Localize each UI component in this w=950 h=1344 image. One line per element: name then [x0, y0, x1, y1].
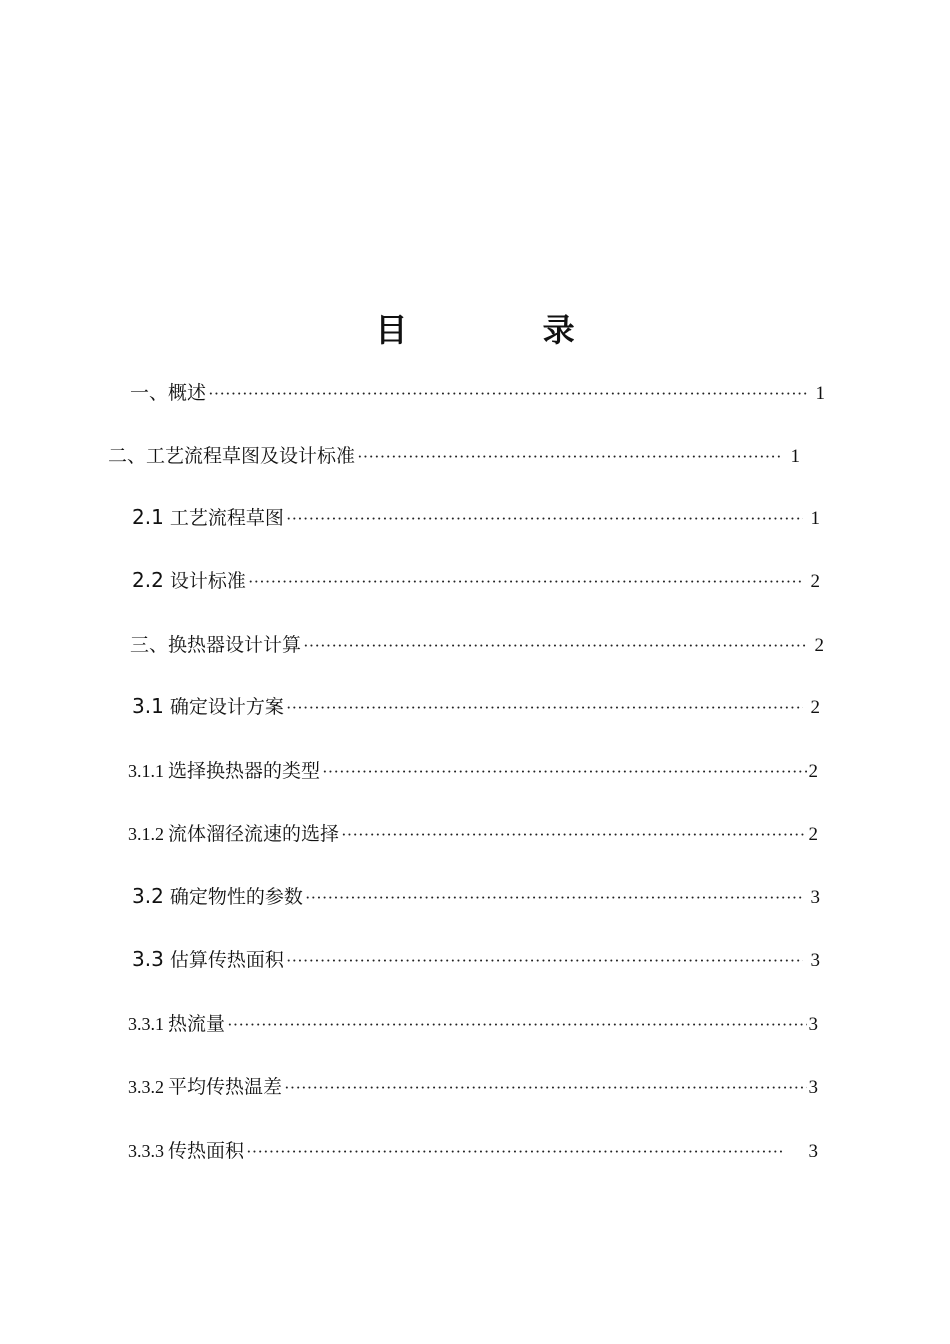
- toc-entry-text: 二、工艺流程草图及设计标准: [108, 445, 356, 467]
- toc-entry-number: 3.1: [132, 694, 164, 718]
- toc-entry: [128, 1009, 818, 1037]
- toc-leader-dots: [248, 572, 803, 592]
- toc-entry-page: 1: [790, 446, 800, 467]
- toc-entry-page: 1: [810, 508, 820, 529]
- toc-entry: [108, 441, 800, 469]
- toc-entry-page: 3: [810, 887, 820, 908]
- toc-entry-number: 3.2: [132, 884, 164, 908]
- toc-entry-text: 确定物性的参数: [169, 886, 303, 908]
- toc-entry: [132, 692, 820, 720]
- toc-entry-text: 三、换热器设计计算: [130, 634, 302, 656]
- toc-entry-page: 2: [808, 761, 818, 782]
- toc-entry-page: 3: [808, 1014, 818, 1035]
- toc-leader-dots: [322, 762, 806, 782]
- toc-entry: [128, 1072, 818, 1100]
- toc-entry-text: 工艺流程草图: [169, 507, 284, 529]
- toc-entry: [130, 630, 824, 658]
- toc-entry-number: 3.3.2: [128, 1077, 164, 1097]
- toc-entry-page: 1: [815, 383, 825, 404]
- toc-leader-dots: [286, 509, 803, 529]
- toc-leader-dots: [341, 825, 806, 845]
- toc-entry-number: 3.3.3: [128, 1141, 164, 1161]
- toc-entry-page: 2: [810, 571, 820, 592]
- toc-entry-text: 流体溜径流速的选择: [168, 823, 340, 845]
- toc-entry: [128, 819, 818, 847]
- toc-entry: [128, 1136, 818, 1164]
- toc-leader-dots: [305, 888, 803, 908]
- toc-entry-number: 3.1.1: [128, 761, 164, 781]
- toc-entry-number: 2.2: [132, 568, 164, 592]
- toc-leader-dots: [284, 1078, 806, 1098]
- toc-entry-text: 估算传热面积: [169, 949, 284, 971]
- toc-leader-dots: [208, 384, 807, 404]
- toc-entry-number: 3.3.1: [128, 1014, 164, 1034]
- toc-entry-text: 传热面积: [168, 1140, 245, 1162]
- toc-entry: [130, 378, 825, 406]
- toc-entry: [132, 566, 820, 594]
- toc-entry-number: 3.3: [132, 947, 164, 971]
- toc-entry-number: 3.1.2: [128, 824, 164, 844]
- toc-leader-dots: [246, 1142, 782, 1162]
- toc-entry-text: 热流量: [168, 1013, 226, 1035]
- toc-leader-dots: [303, 636, 806, 656]
- toc-entry-page: 2: [810, 697, 820, 718]
- toc-entry-page: 2: [808, 824, 818, 845]
- toc-entry-page: 2: [814, 635, 824, 656]
- toc-leader-dots: [286, 951, 803, 971]
- toc-leader-dots: [286, 698, 803, 718]
- toc-entry-text: 设计标准: [169, 570, 246, 592]
- toc-title: 目 录: [375, 311, 637, 349]
- toc-entry: [132, 945, 820, 973]
- toc-entry-text: 一、概述: [130, 382, 207, 404]
- toc-entry: [132, 503, 820, 531]
- toc-leader-dots: [227, 1015, 806, 1035]
- toc-entry-page: 3: [810, 950, 820, 971]
- toc-entry-page: 3: [808, 1077, 818, 1098]
- toc-entry-text: 确定设计方案: [169, 696, 284, 718]
- toc-entry-number: 2.1: [132, 505, 164, 529]
- toc-entry-text: 选择换热器的类型: [168, 760, 321, 782]
- toc-entry: [132, 882, 820, 910]
- toc-entry-page: 3: [808, 1141, 818, 1162]
- toc-entry-text: 平均传热温差: [168, 1076, 283, 1098]
- toc-leader-dots: [357, 447, 782, 467]
- toc-entry: [128, 756, 818, 784]
